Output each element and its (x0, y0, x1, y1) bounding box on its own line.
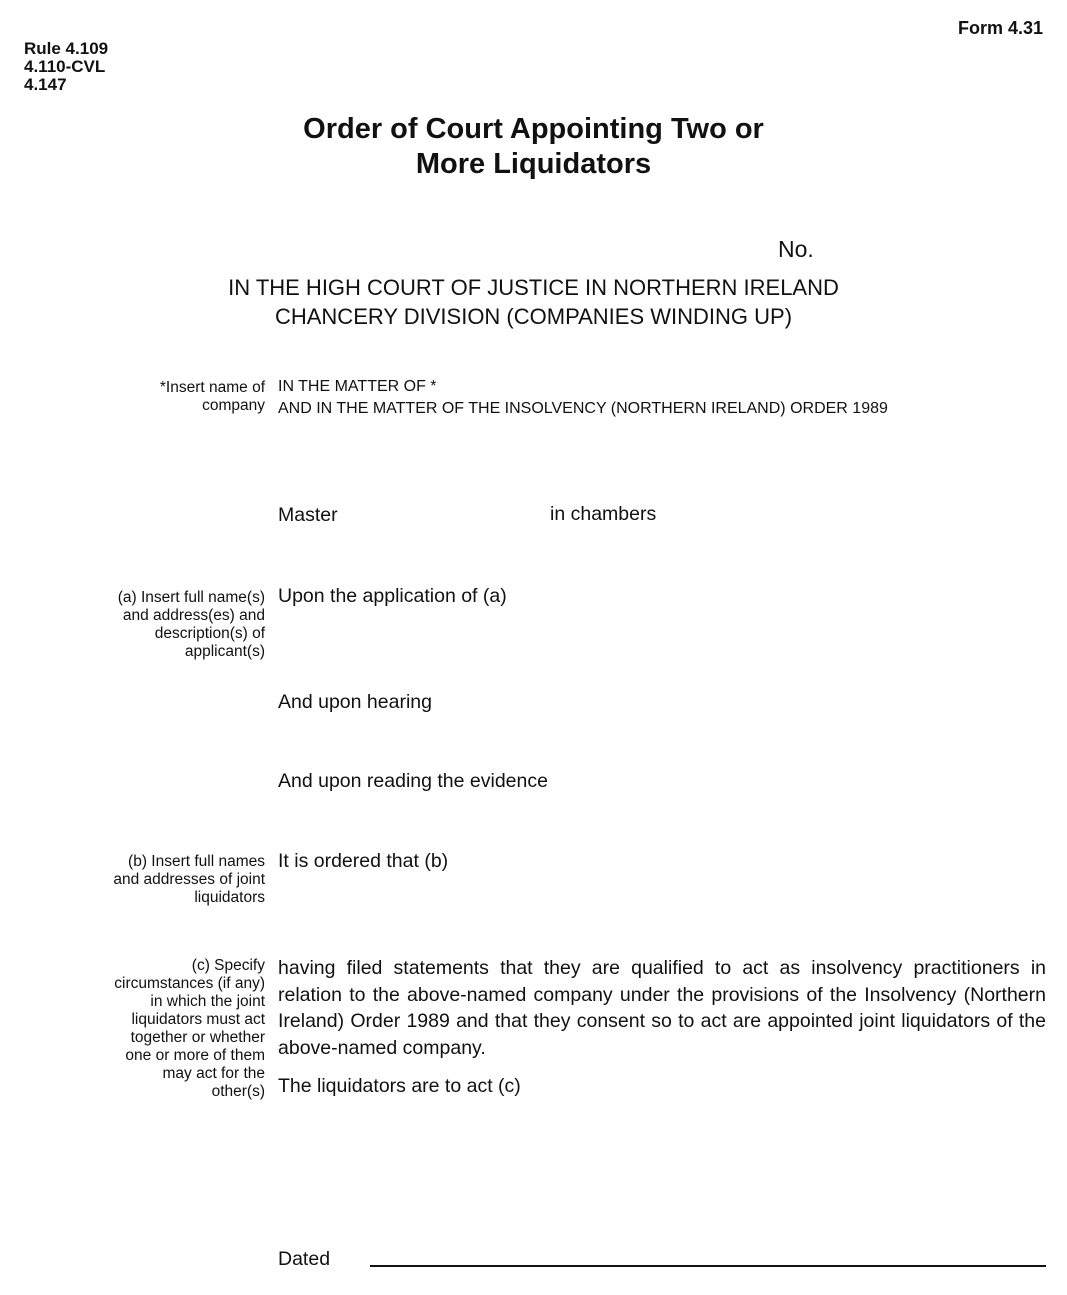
title-line: Order of Court Appointing Two or (303, 113, 764, 145)
rule-ref: Rule 4.109 (24, 39, 109, 58)
rule-references (24, 40, 108, 94)
act-label: The liquidators are to act (c) (278, 1075, 521, 1097)
court-line: CHANCERY DIVISION (COMPANIES WINDING UP) (274, 304, 793, 329)
form-number: Form 4.31 (957, 18, 1043, 38)
title-line: More Liquidators (415, 148, 652, 180)
reading-label: And upon reading the evidence (278, 770, 548, 792)
margin-note-circumstances: (c) Specify circumstances (if any) in which the joint liquidators must act together or whether one or more of them may act for the other(s) (114, 957, 265, 1100)
margin-note-liquidators: (b) Insert full names and addresses of joint liquidators (113, 853, 265, 906)
matter-line: IN THE MATTER OF * (278, 378, 437, 395)
date-signature-line (370, 1265, 1046, 1267)
matter-heading (278, 376, 888, 420)
chambers-label: in chambers (550, 503, 657, 525)
hearing-label: And upon hearing (278, 691, 432, 713)
case-number-label: No. (778, 236, 814, 262)
rule-ref: 4.147 (24, 75, 67, 94)
margin-note-applicant: (a) Insert full name(s) and address(es) and description(s) of applicant(s) (117, 589, 265, 660)
ordered-label: It is ordered that (b) (278, 850, 449, 872)
margin-note-company: *Insert name of company (159, 379, 265, 414)
statement-paragraph: having filed statements that they are qualified to act as insolvency practitioners in relation to the above-named company under the provisions of the Insolvency (Northern Ireland) Order 1989 and that they consent so to act are appointed joint liquidators of the above-named company. (278, 957, 1046, 1059)
page-title (0, 112, 1067, 182)
court-heading (0, 273, 1067, 331)
court-line: IN THE HIGH COURT OF JUSTICE IN NORTHERN IRELAND (228, 275, 839, 300)
matter-line: AND IN THE MATTER OF THE INSOLVENCY (NORTHERN IRELAND) ORDER 1989 (278, 400, 888, 417)
rule-ref: 4.110-CVL (24, 57, 106, 76)
master-label: Master (278, 504, 338, 526)
dated-label: Dated (278, 1248, 331, 1270)
application-label: Upon the application of (a) (278, 585, 507, 607)
